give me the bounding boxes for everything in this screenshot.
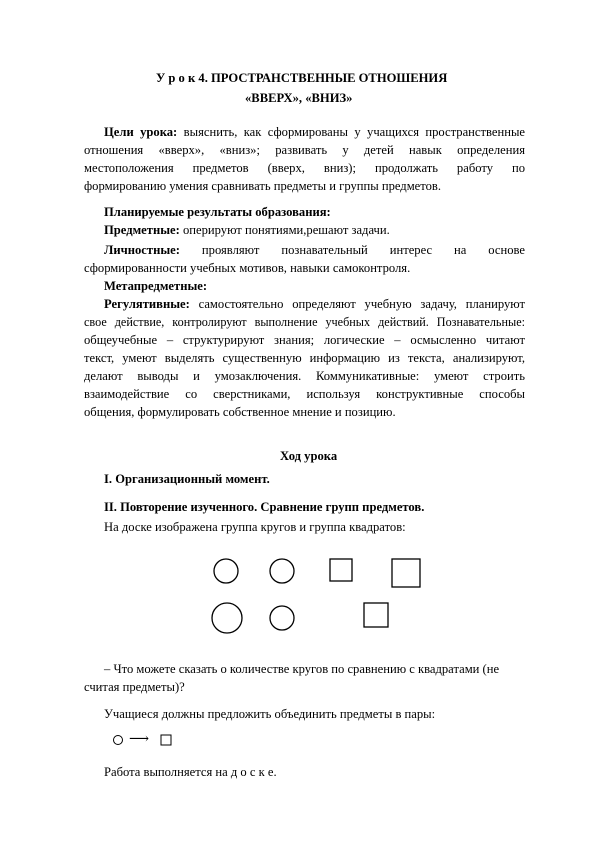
goals-line3: местоположения предметов (вверх, вниз); продолжать работу по: [84, 161, 525, 175]
goals-line4: формированию умения сравнивать предметы и группы предметов.: [84, 179, 441, 193]
regulative-text: самостоятельно определяют учебную задачу, планируют: [198, 297, 525, 311]
meta-line5: делают выводы и умозаключения. Коммуникативные: умеют строить: [84, 369, 525, 383]
small-circle-icon: [114, 736, 123, 745]
subject-text: оперируют понятиями,решают задачи.: [179, 223, 390, 237]
goals-line2: отношения «вверх», «вниз»; развивать у детей навык определения: [84, 143, 525, 157]
meta-label: Метапредметные:: [104, 279, 208, 293]
circle-shape: [270, 559, 294, 583]
lesson-title-line1: У р о к 4. ПРОСТРАНСТВЕННЫЕ ОТНОШЕНИЯ: [156, 71, 448, 85]
regulative-line1: [104, 297, 525, 312]
goals-line1: [104, 125, 525, 140]
circle-shape: [214, 559, 238, 583]
goals-text: выяснить, как сформированы у учащихся пространственные: [183, 125, 526, 139]
square-shape: [330, 559, 352, 581]
personal-line2: сформированности учебных мотивов, навыки самоконтроля.: [84, 261, 411, 275]
meta-line3: общеучебные – структурируют знания; логические – осмысленно читают: [84, 333, 525, 347]
small-square-icon: [161, 735, 171, 745]
meta-line6: взаимодействие со сверстниками, используя конструктивные способы: [84, 387, 525, 401]
goals-label: Цели урока:: [104, 125, 178, 139]
square-shape: [392, 559, 420, 587]
square-shape: [364, 603, 388, 627]
board-text: На доске изображена группа кругов и группа квадратов:: [104, 520, 406, 534]
question-line2: считая предметы)?: [84, 680, 185, 694]
circle-shape: [212, 603, 242, 633]
part1-heading: I. Организационный момент.: [104, 472, 270, 486]
results-heading: Планируемые результаты образования:: [104, 205, 331, 219]
arrow-icon: ⟶: [129, 732, 150, 747]
question-line1: – Что можете сказать о количестве кругов по сравнению с квадратами (не: [104, 662, 500, 676]
lesson-heading: Ход урока: [280, 449, 338, 463]
regulative-label: Регулятивные:: [104, 297, 190, 311]
part2-heading: II. Повторение изученного. Сравнение групп предметов.: [104, 500, 425, 514]
pairs-text: Учащиеся должны предложить объединить предметы в пары:: [104, 707, 436, 721]
circle-shape: [270, 606, 294, 630]
subject-label: Предметные:: [104, 223, 180, 237]
meta-line7: общения, формулировать собственное мнение и позицию.: [84, 405, 396, 419]
lesson-title-line2: «ВВЕРХ», «ВНИЗ»: [245, 91, 353, 105]
personal-label: Личностные:: [104, 243, 180, 257]
personal-line1: [104, 243, 525, 258]
subject-results: [104, 223, 390, 238]
work-text: Работа выполняется на д о с к е.: [104, 765, 277, 779]
personal-text: проявляют познавательный интерес на основе: [201, 243, 526, 257]
meta-line2: свое действие, контролируют выполнение учебных действий. Познавательные:: [84, 315, 525, 329]
meta-line4: текст, умеют выделять существенную информацию из текста, анализируют,: [84, 351, 525, 365]
